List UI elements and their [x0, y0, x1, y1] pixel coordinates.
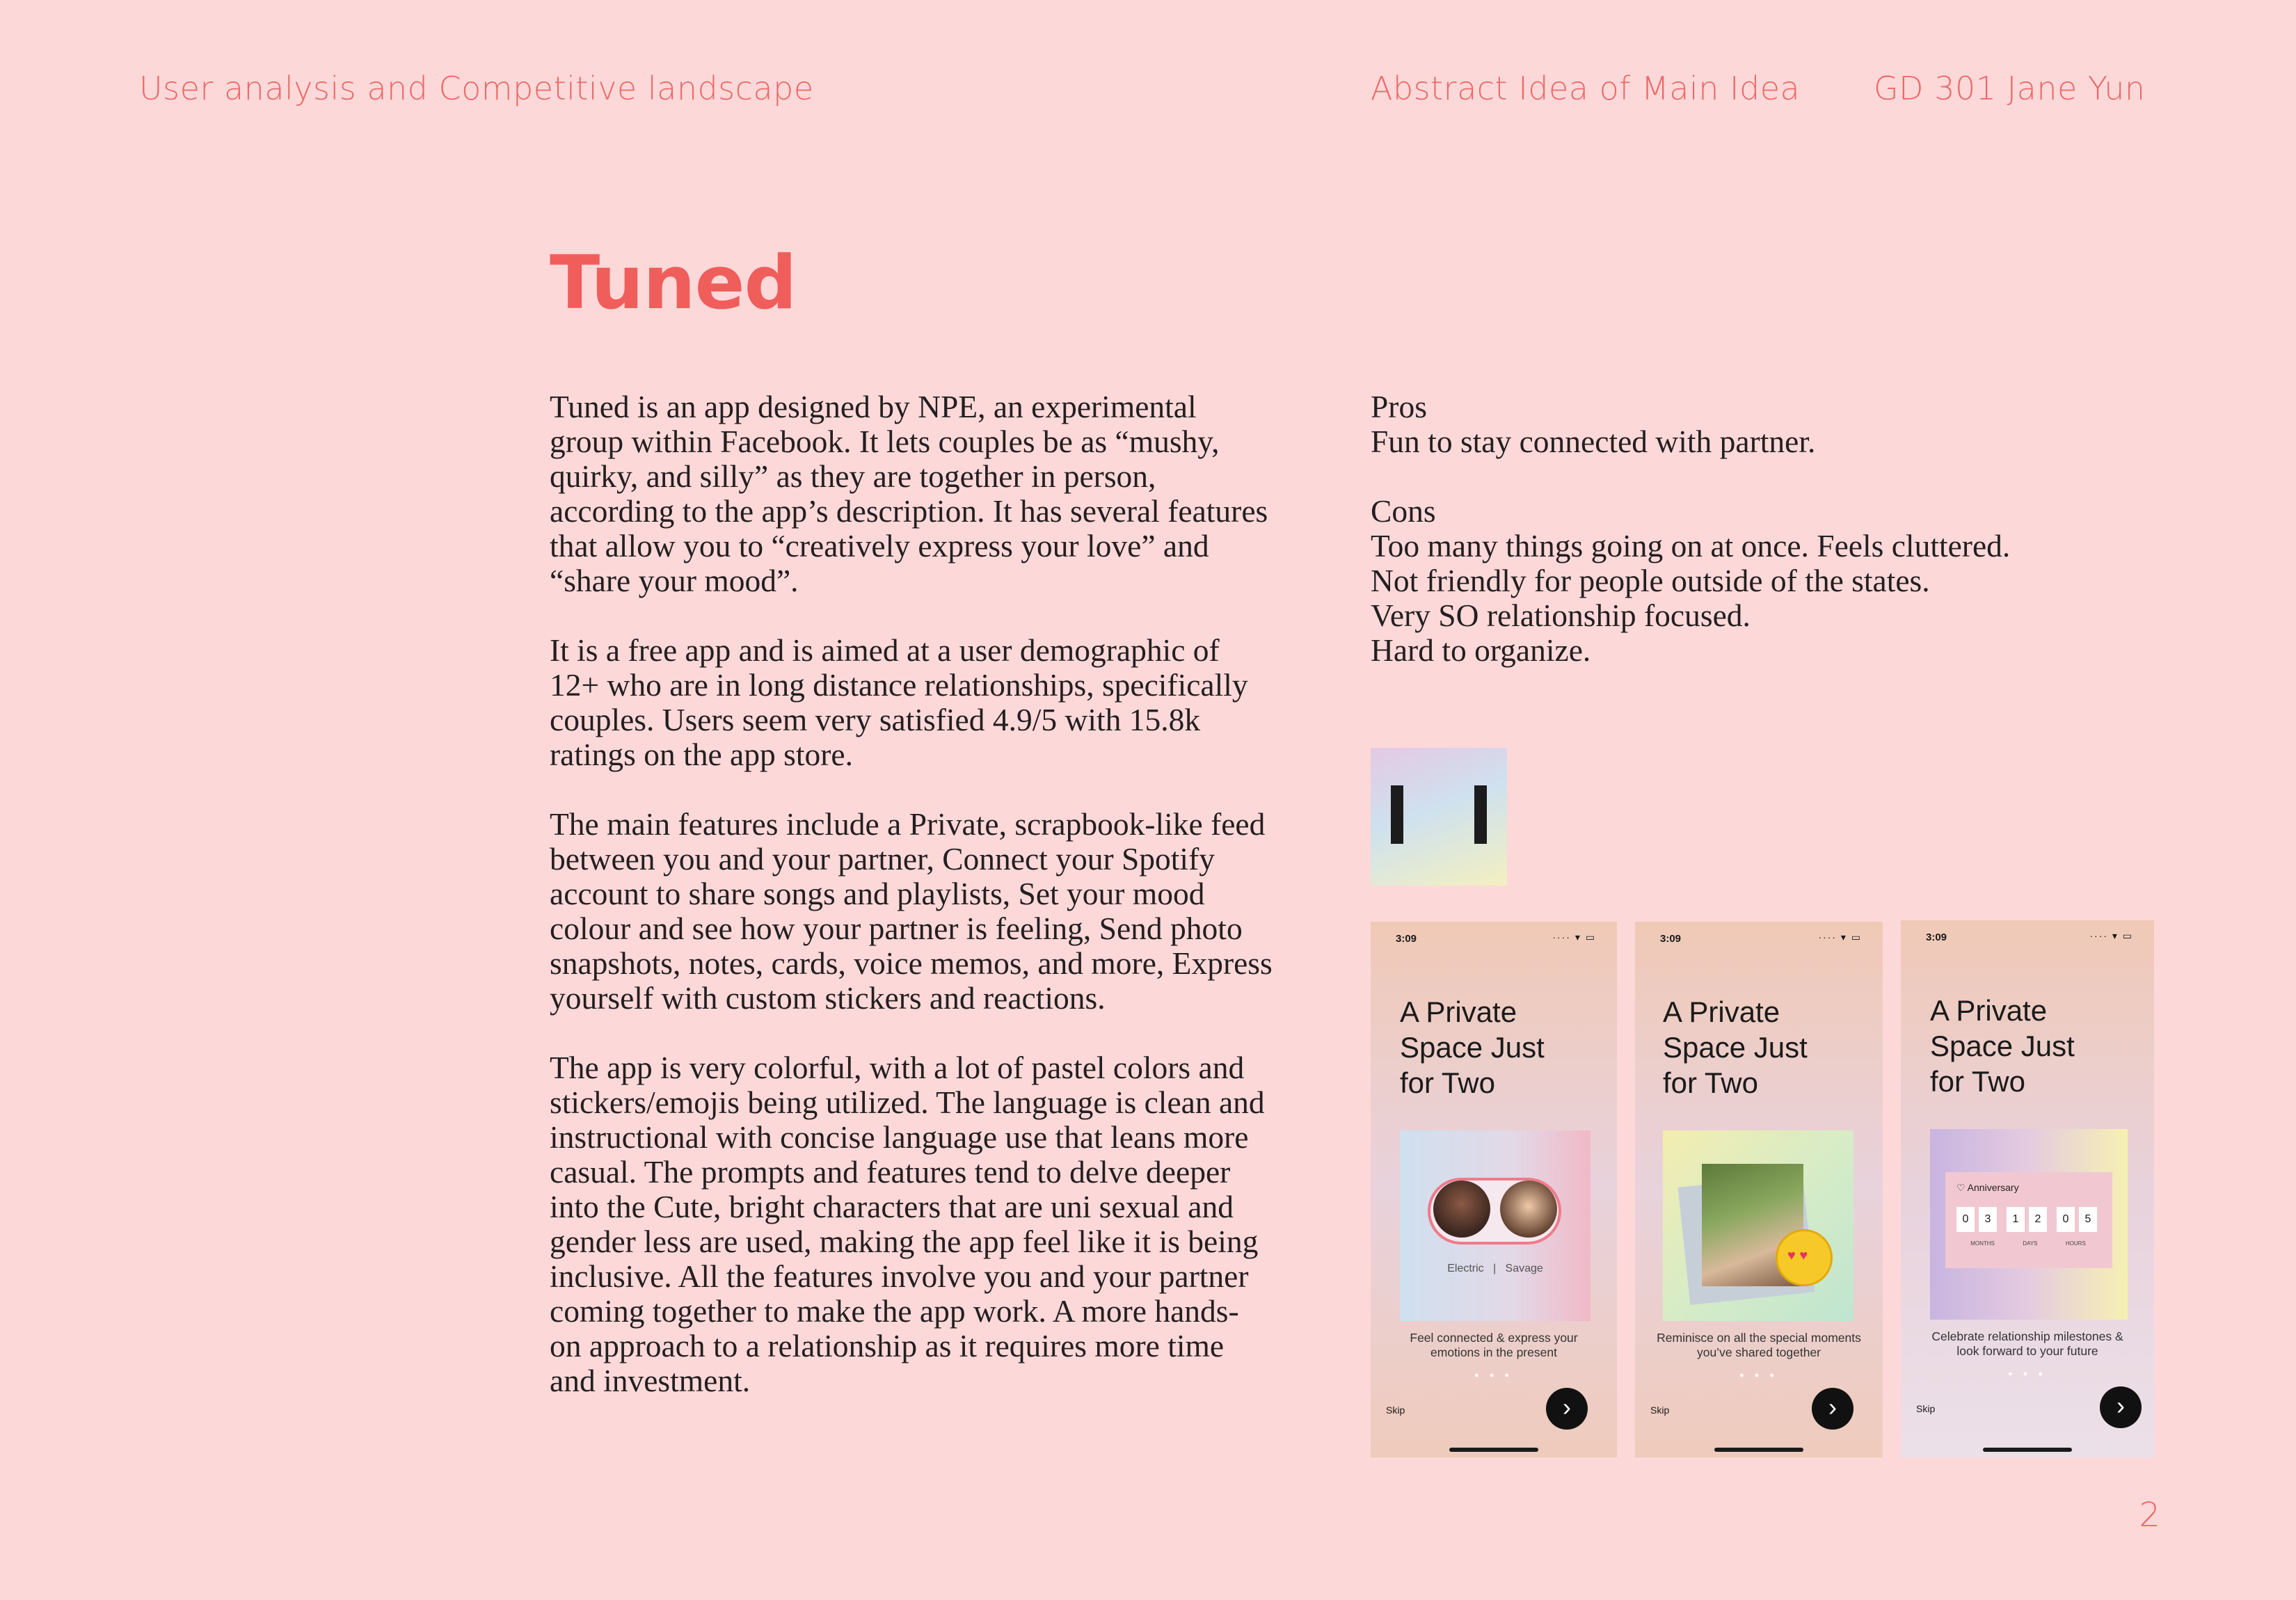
anniversary-card	[1930, 1129, 2128, 1320]
cons-item: Too many things going on at once. Feels cluttered.	[1371, 528, 2011, 563]
tuned-app-logo	[1371, 748, 1507, 886]
page-dots: ● ● ●	[1739, 1371, 1779, 1379]
anniversary-label: ♡ Anniversary	[1956, 1182, 2019, 1193]
onboarding-headline: A Private Space Just for Two	[1400, 995, 1545, 1099]
page-title: Tuned	[550, 240, 797, 326]
mood-card	[1400, 1130, 1591, 1321]
skip-button[interactable]: Skip	[1916, 1403, 1936, 1414]
partner-avatar-2	[1500, 1181, 1557, 1238]
countdown-digit: 0	[2057, 1207, 2075, 1232]
logo-bar-left	[1391, 785, 1403, 844]
phone-screenshot-2	[1635, 922, 1883, 1457]
logo-bar-right	[1474, 785, 1487, 844]
body-paragraph-1: Tuned is an app designed by NPE, an experimental group within Facebook. It lets couples be as “mushy, quirky, and silly” as they are together in person, according to the app’s description. It has several features that allow you to “creatively express your love” and “share your mood”.	[550, 389, 1268, 598]
page-dots: ● ● ●	[2007, 1370, 2048, 1378]
page-number: 2	[2139, 1496, 2160, 1535]
home-indicator	[1983, 1448, 2072, 1452]
cons-item: Hard to organize.	[1371, 632, 1591, 668]
anniversary-panel	[1945, 1172, 2112, 1268]
memories-card	[1663, 1130, 1853, 1321]
pros-heading: Pros	[1371, 389, 1427, 424]
page-dots: ● ● ●	[1474, 1371, 1514, 1379]
home-indicator	[1714, 1448, 1803, 1452]
header-subtitle: Abstract Idea of Main Idea	[1371, 70, 1801, 107]
countdown-unit: HOURS	[2065, 1240, 2086, 1247]
mood-labels	[1400, 1263, 1591, 1275]
countdown-digits	[1956, 1207, 2097, 1232]
onboarding-headline: A Private Space Just for Two	[1930, 994, 2075, 1098]
status-time: 3:09	[1926, 931, 1947, 943]
mood-divider: |	[1493, 1263, 1497, 1274]
countdown-digit: 1	[2007, 1207, 2025, 1232]
mood-label: Savage	[1505, 1263, 1543, 1274]
onboarding-caption: Feel connected & express your emotions in the present	[1410, 1331, 1578, 1359]
pros-cons	[1371, 390, 2206, 668]
countdown-unit: MONTHS	[1970, 1240, 1995, 1247]
body-paragraph-3: The main features include a Private, scrapbook-like feed between you and your partner, Connect your Spotify account to share songs and playlists, Set your mood colour and see how your partner is feeling, Send photo snapshots, notes, cards, voice memos, and more, Express yourself with custom stickers and reactions.	[550, 806, 1273, 1016]
skip-button[interactable]: Skip	[1650, 1405, 1670, 1416]
header-section-title: User analysis and Competitive landscape	[139, 70, 814, 107]
status-icons: ···· ▾ ▭	[1552, 931, 1596, 943]
body-paragraph-4: The app is very colorful, with a lot of pastel colors and stickers/emojis being utilized. The language is clean and instructional with concise language use that leans more casual. The prompts and features tend to delve deeper into the Cute, bright characters that are uni sexual and gender less are used, making the app feel like it is being inclusive. All the features involve you and your partner coming together to make the app work. A more hands- on approach to a relationship as it requires more time and investment.	[550, 1050, 1265, 1398]
cons-item: Very SO relationship focused.	[1371, 598, 1751, 633]
chevron-right-icon[interactable]: ›	[2100, 1386, 2142, 1428]
onboarding-caption: Reminisce on all the special moments you’ve shared together	[1657, 1331, 1861, 1359]
countdown-digit: 3	[1979, 1207, 1997, 1232]
countdown-digit: 2	[2029, 1207, 2047, 1232]
countdown-digit: 5	[2079, 1207, 2097, 1232]
countdown-unit: DAYS	[2023, 1240, 2038, 1247]
chevron-right-icon[interactable]: ›	[1546, 1388, 1588, 1430]
countdown-digit: 0	[1956, 1207, 1975, 1232]
onboarding-caption: Celebrate relationship milestones & look forward to your future	[1931, 1329, 2123, 1358]
skip-button[interactable]: Skip	[1386, 1405, 1405, 1416]
chevron-right-icon[interactable]: ›	[1812, 1388, 1853, 1430]
mood-label: Electric	[1447, 1263, 1484, 1274]
status-icons: ···· ▾ ▭	[2089, 930, 2133, 941]
partner-avatar-1	[1433, 1181, 1490, 1238]
cons-item: Not friendly for people outside of the states.	[1371, 563, 1930, 598]
countdown-units	[1956, 1240, 2100, 1247]
phone-screenshot-1	[1371, 922, 1617, 1457]
anniversary-label-text: Anniversary	[1967, 1182, 2019, 1193]
phone-screenshot-3	[1901, 920, 2154, 1457]
status-time: 3:09	[1660, 933, 1682, 945]
header-course-author: GD 301 Jane Yun	[1874, 70, 2146, 107]
status-time: 3:09	[1396, 933, 1417, 945]
cons-heading: Cons	[1371, 493, 1436, 529]
onboarding-headline: A Private Space Just for Two	[1663, 995, 1808, 1099]
body-paragraph-2: It is a free app and is aimed at a user demographic of 12+ who are in long distance relationships, specifically couples. Users seem very satisfied 4.9/5 with 15.8k ratings on the app store.	[550, 632, 1248, 772]
body-text	[550, 390, 1343, 1433]
home-indicator	[1449, 1448, 1538, 1452]
status-icons: ···· ▾ ▭	[1818, 931, 1862, 943]
heart-eyes-sticker-icon: ♥ ♥	[1776, 1229, 1833, 1286]
pros-item: Fun to stay connected with partner.	[1371, 424, 1816, 459]
